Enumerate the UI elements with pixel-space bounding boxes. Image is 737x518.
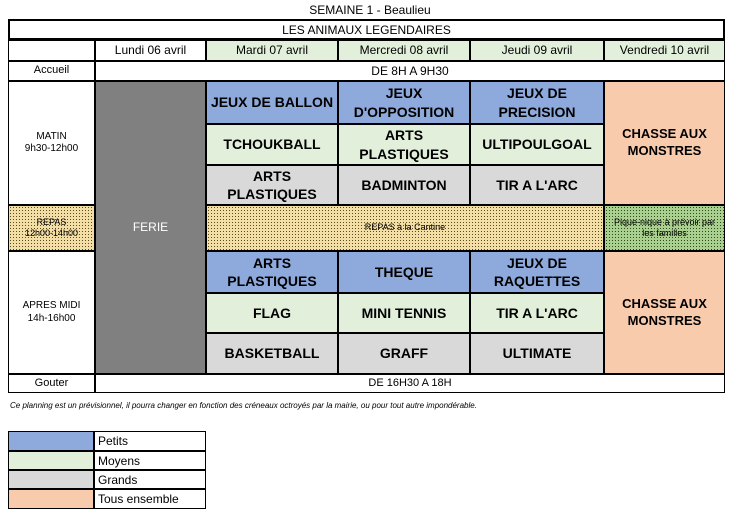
activity-wed-afternoon-3: GRAFF [338, 333, 470, 374]
accueil-label: Accueil [8, 61, 95, 81]
activity-fri-afternoon: CHASSE AUX MONSTRES [604, 251, 725, 374]
repas-friday-picnic: Pique-nique à prévoir par les familles [604, 205, 725, 251]
legend-swatch-tous-ensemble [8, 489, 94, 509]
legend-label-petits: Petits [94, 431, 206, 451]
activity-tue-morning-3: ARTS PLASTIQUES [206, 165, 338, 205]
apres-midi-time: 14h-16h00 [27, 312, 76, 324]
legend-label-tous-ensemble: Tous ensemble [94, 489, 206, 509]
apres-midi-label-text: APRES MIDI [22, 300, 81, 311]
repas-cantine: REPAS à la Cantine [206, 205, 604, 251]
legend-swatch-petits [8, 431, 94, 451]
matin-label [8, 81, 95, 205]
activity-fri-morning: CHASSE AUX MONSTRES [604, 81, 725, 205]
repas-label [8, 205, 95, 251]
day-header-thursday: Jeudi 09 avril [470, 40, 604, 61]
activity-tue-morning-2: TCHOUKBALL [206, 124, 338, 165]
activity-tue-afternoon-2: FLAG [206, 293, 338, 333]
day-header-monday: Lundi 06 avril [95, 40, 206, 61]
legend-swatch-grands [8, 470, 94, 489]
gouter-label: Gouter [8, 374, 95, 393]
legend-label-grands: Grands [94, 470, 206, 489]
activity-tue-afternoon-1: ARTS PLASTIQUES [206, 251, 338, 293]
matin-time: 9h30-12h00 [24, 143, 79, 154]
activity-thu-morning-2: ULTIPOULGOAL [470, 124, 604, 165]
activity-thu-morning-1: JEUX DE PRECISION [470, 81, 604, 124]
week-title: SEMAINE 1 - Beaulieu [309, 2, 431, 17]
activity-tue-afternoon-3: BASKETBALL [206, 333, 338, 374]
day-header-wednesday: Mercredi 08 avril [338, 40, 470, 61]
legend-swatch-moyens [8, 451, 94, 470]
planning-note: Ce planning est un prévisionnel, il pourra changer en fonction des créneaux octroyés par la mairie, ou pour tout autre impondérable. [10, 400, 477, 410]
activity-thu-morning-3: TIR A L'ARC [470, 165, 604, 205]
activity-wed-afternoon-2: MINI TENNIS [338, 293, 470, 333]
activity-wed-morning-1: JEUX D'OPPOSITION [338, 81, 470, 124]
activity-wed-morning-2: ARTS PLASTIQUES [338, 124, 470, 165]
day-header-friday: Vendredi 10 avril [604, 40, 725, 61]
activity-tue-morning-1: JEUX DE BALLON [206, 81, 338, 124]
activity-wed-morning-3: BADMINTON [338, 165, 470, 205]
repas-time: 12h00-14h00 [24, 228, 79, 238]
matin-label-text: MATIN [36, 130, 67, 142]
activity-thu-afternoon-1: JEUX DE RAQUETTES [470, 251, 604, 293]
apres-midi-label [8, 251, 95, 374]
gouter-hours: DE 16H30 A 18H [95, 374, 725, 393]
header-empty-cell [8, 40, 95, 61]
monday-ferie: FERIE [95, 81, 206, 374]
legend-label-moyens: Moyens [94, 451, 206, 470]
accueil-hours: DE 8H A 9H30 [95, 61, 725, 81]
theme-title: LES ANIMAUX LEGENDAIRES [8, 19, 725, 40]
day-header-tuesday: Mardi 07 avril [206, 40, 338, 61]
activity-thu-afternoon-3: ULTIMATE [470, 333, 604, 374]
repas-label-text: REPAS [36, 216, 67, 227]
activity-thu-afternoon-2: TIR A L'ARC [470, 293, 604, 333]
activity-wed-afternoon-1: THEQUE [338, 251, 470, 293]
